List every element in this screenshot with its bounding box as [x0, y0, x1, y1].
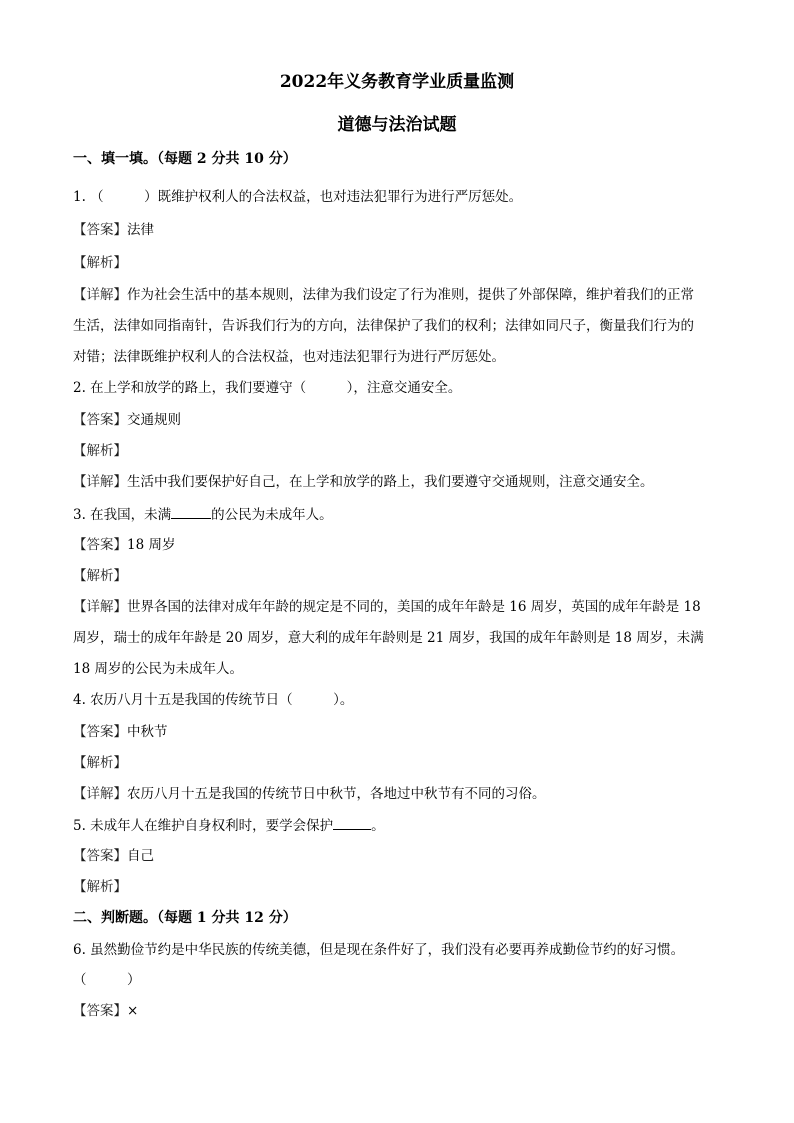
question-1-analysis: [73, 253, 127, 273]
question-1-detail-line-1: [73, 285, 694, 305]
answer-label: 【答案】: [73, 412, 127, 428]
question-5-stem-start: 5. 未成年人在维护自身权利时，要学会保护: [73, 818, 334, 834]
answer-label: 【答案】: [73, 724, 127, 740]
detail-label: 【详解】: [73, 786, 127, 802]
analysis-label: 【解析】: [73, 568, 127, 584]
question-4-stem: 4. 农历八月十五是我国的传统节日（ ）。: [73, 692, 354, 708]
question-3-detail-line-3: 18 周岁的公民为未成年人。: [73, 661, 243, 677]
question-2-analysis: [73, 441, 127, 461]
section-heading-fill-in: 一、填一填。（每题 2 分共 10 分）: [73, 151, 297, 167]
answer-label: 【答案】: [73, 537, 127, 553]
question-5-stem: [73, 815, 385, 836]
question-3-stem: [73, 504, 333, 525]
question-2-stem: 2. 在上学和放学的路上，我们要遵守（ ），注意交通安全。: [73, 380, 462, 396]
question-4-answer: [73, 722, 168, 742]
analysis-label: 【解析】: [73, 443, 127, 459]
answer-label: 【答案】: [73, 222, 127, 238]
answer-text: ×: [127, 1003, 139, 1019]
question-4-analysis: [73, 753, 127, 773]
detail-text: 农历八月十五是我国的传统节日中秋节，各地过中秋节有不同的习俗。: [127, 786, 546, 802]
question-5-stem-end: 。: [371, 818, 385, 834]
answer-text: 18 周岁: [127, 537, 176, 553]
question-3-stem-start: 3. 在我国，未满: [73, 507, 172, 523]
question-4-detail-line-1: [73, 784, 546, 804]
answer-text: 法律: [127, 222, 154, 238]
answer-text: 中秋节: [127, 724, 168, 740]
question-6-answer: [73, 1001, 138, 1021]
answer-label: 【答案】: [73, 1003, 127, 1019]
section-heading-true-false: 二、判断题。（每题 1 分共 12 分）: [73, 910, 297, 926]
question-3-analysis: [73, 566, 127, 586]
question-6-stem-line-2: （ ）: [73, 972, 141, 988]
question-1-detail-line-3: 对错；法律既维护权利人的合法权益，也对违法犯罪行为进行严厉惩处。: [73, 349, 505, 365]
detail-label: 【详解】: [73, 599, 127, 615]
question-6-stem-line-1: 6. 虽然勤俭节约是中华民族的传统美德，但是现在条件好了，我们没有必要再养成勤俭节约的好习惯。: [73, 942, 685, 958]
question-3-detail-line-2: 周岁，瑞士的成年年龄是 20 周岁，意大利的成年年龄则是 21 周岁，我国的成年年龄则是 18 周岁，未满: [73, 630, 704, 646]
question-5-answer: [73, 846, 154, 866]
question-1-answer: [73, 220, 154, 240]
answer-blank: [171, 504, 211, 519]
question-3-detail-line-1: [73, 597, 701, 617]
answer-blank: [333, 815, 371, 830]
answer-label: 【答案】: [73, 848, 127, 864]
question-3-stem-end: 的公民为未成年人。: [211, 507, 333, 523]
question-1-detail-line-2: 生活，法律如同指南针，告诉我们行为的方向，法律保护了我们的权利；法律如同尺子，衡量我们行为的: [73, 318, 694, 334]
detail-label: 【详解】: [73, 474, 127, 490]
question-2-answer: [73, 410, 181, 430]
question-2-detail-line-1: [73, 472, 654, 492]
document-subtitle: 道德与法治试题: [337, 115, 457, 135]
document-title: 2022年义务教育学业质量监测: [279, 72, 515, 92]
analysis-label: 【解析】: [73, 879, 127, 895]
answer-text: 交通规则: [127, 412, 181, 428]
detail-text: 作为社会生活中的基本规则，法律为我们设定了行为准则，提供了外部保障，维护着我们的正常: [127, 287, 694, 303]
question-1-stem: 1. （ ）既维护权利人的合法权益，也对违法犯罪行为进行严厉惩处。: [73, 189, 523, 205]
question-5-analysis: [73, 877, 127, 897]
answer-text: 自己: [127, 848, 154, 864]
detail-label: 【详解】: [73, 287, 127, 303]
detail-text: 世界各国的法律对成年年龄的规定是不同的，美国的成年年龄是 16 周岁，英国的成年年龄是 18: [127, 599, 701, 615]
detail-text: 生活中我们要保护好自己，在上学和放学的路上，我们要遵守交通规则，注意交通安全。: [127, 474, 654, 490]
analysis-label: 【解析】: [73, 255, 127, 271]
question-3-answer: [73, 535, 175, 555]
analysis-label: 【解析】: [73, 755, 127, 771]
